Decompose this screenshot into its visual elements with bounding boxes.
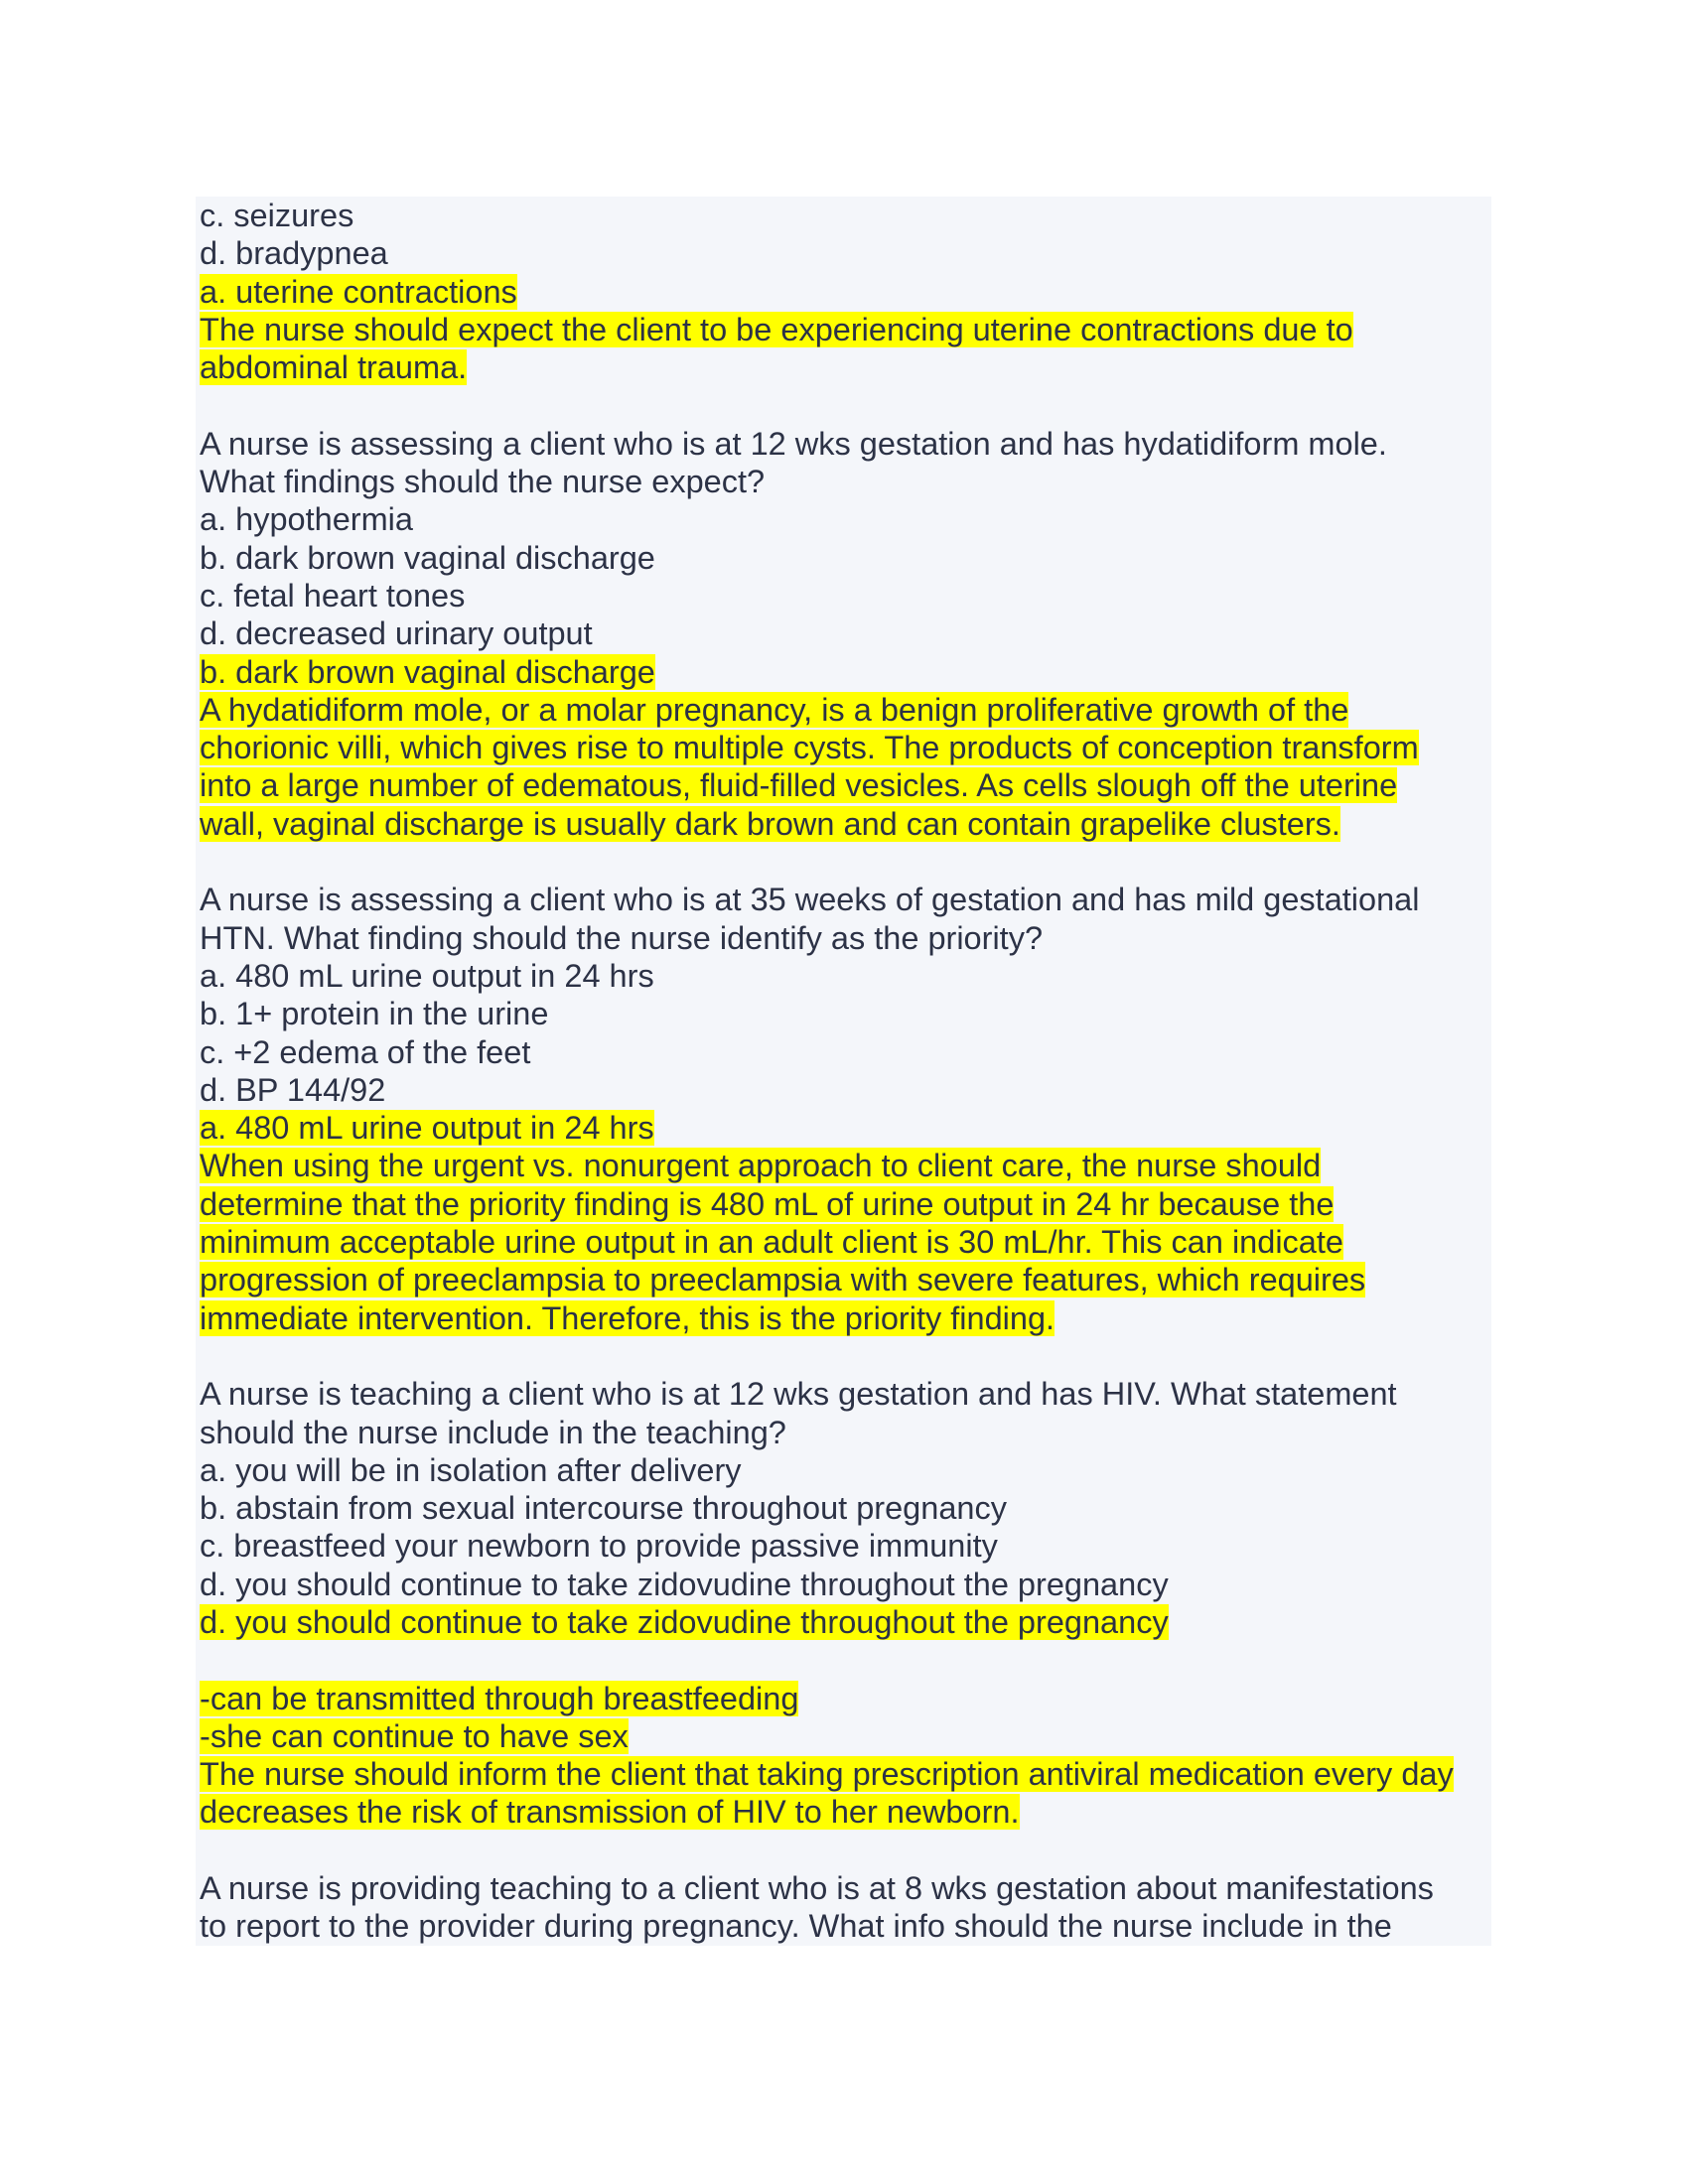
option-line: [200, 1033, 1487, 1071]
question-line: [200, 425, 1487, 463]
highlighted-text: into a large number of edematous, fluid-filled vesicles. As cells slough off the uterine: [200, 767, 1398, 804]
highlighted-text: minimum acceptable urine output in an adult client is 30 mL/hr. This can indicate: [200, 1224, 1343, 1261]
highlighted-text: immediate intervention. Therefore, this is the priority finding.: [200, 1299, 1055, 1336]
blank-line: [200, 1337, 1487, 1375]
option-line: [200, 614, 1487, 652]
question-line: [200, 1414, 1487, 1451]
highlighted-text: determine that the priority finding is 480 mL of urine output in 24 hr because the: [200, 1185, 1335, 1222]
highlighted-text: -she can continue to have sex: [200, 1717, 629, 1754]
line-text: A nurse is providing teaching to a client who is at 8 wks gestation about manifestations: [200, 1870, 1434, 1907]
line-text: d. BP 144/92: [200, 1071, 386, 1108]
option-line: [200, 957, 1487, 995]
text-line: [200, 197, 1487, 234]
line-text: c. fetal heart tones: [200, 577, 466, 614]
blank-line: [200, 386, 1487, 424]
line-text: b. abstain from sexual intercourse throughout pregnancy: [200, 1490, 1007, 1527]
line-text: A nurse is teaching a client who is at 12 wks gestation and has HIV. What statement: [200, 1376, 1397, 1413]
highlighted-text: -can be transmitted through breastfeeding: [200, 1680, 799, 1716]
line-text: to report to the provider during pregnancy. What info should the nurse include in the: [200, 1908, 1392, 1945]
line-text: b. dark brown vaginal discharge: [200, 539, 655, 576]
option-line: [200, 1071, 1487, 1109]
highlighted-text: chorionic villi, which gives rise to multiple cysts. The products of conception transform: [200, 730, 1419, 766]
option-line: [200, 500, 1487, 538]
line-text: What findings should the nurse expect?: [200, 464, 766, 500]
highlighted-rationale-line: [200, 805, 1487, 843]
question-line: [200, 919, 1487, 957]
option-line: [200, 1489, 1487, 1527]
highlighted-text: wall, vaginal discharge is usually dark brown and can contain grapelike clusters.: [200, 805, 1340, 842]
highlighted-rationale-line: [200, 1261, 1487, 1298]
line-text: d. you should continue to take zidovudine throughout the pregnancy: [200, 1566, 1169, 1602]
option-line: [200, 1566, 1487, 1603]
line-text: c. seizures: [200, 198, 354, 233]
highlighted-rationale-line: [200, 348, 1487, 386]
line-text: A nurse is assessing a client who is at 12 wks gestation and has hydatidiform mole.: [200, 425, 1387, 462]
highlighted-rationale-line: [200, 1755, 1487, 1793]
option-line: [200, 1451, 1487, 1489]
highlighted-answer-line: [200, 653, 1487, 691]
highlighted-answer-line: [200, 1603, 1487, 1641]
blank-line: [200, 1641, 1487, 1679]
highlighted-text: d. you should continue to take zidovudine throughout the pregnancy: [200, 1603, 1169, 1640]
option-line: [200, 577, 1487, 614]
line-text: c. breastfeed your newborn to provide passive immunity: [200, 1528, 998, 1565]
question-line: [200, 1869, 1487, 1907]
highlighted-rationale-line: [200, 729, 1487, 766]
option-line: [200, 539, 1487, 577]
text-line: [200, 234, 1487, 272]
line-text: c. +2 edema of the feet: [200, 1033, 531, 1070]
line-text: a. you will be in isolation after delivery: [200, 1451, 742, 1488]
line-text: a. hypothermia: [200, 501, 413, 538]
line-text: HTN. What finding should the nurse identify as the priority?: [200, 919, 1044, 956]
highlighted-rationale-line: [200, 1717, 1487, 1755]
line-text: A nurse is assessing a client who is at 35 weeks of gestation and has mild gestational: [200, 882, 1420, 918]
option-line: [200, 995, 1487, 1032]
highlighted-rationale-line: [200, 1223, 1487, 1261]
line-text: d. decreased urinary output: [200, 615, 593, 652]
highlighted-rationale-line: [200, 1147, 1487, 1184]
highlighted-rationale-line: [200, 1299, 1487, 1337]
highlighted-rationale-line: [200, 311, 1487, 348]
highlighted-text: A hydatidiform mole, or a molar pregnancy, is a benign proliferative growth of the: [200, 691, 1349, 728]
highlighted-answer-line: [200, 1109, 1487, 1147]
highlighted-rationale-line: [200, 691, 1487, 729]
highlighted-text: When using the urgent vs. nonurgent approach to client care, the nurse should: [200, 1148, 1322, 1184]
highlighted-text: decreases the risk of transmission of HIV to her newborn.: [200, 1794, 1020, 1831]
line-text: b. 1+ protein in the urine: [200, 996, 549, 1032]
question-line: [200, 463, 1487, 500]
line-text: d. bradypnea: [200, 235, 388, 272]
highlighted-text: The nurse should inform the client that taking prescription antiviral medication every day: [200, 1756, 1454, 1793]
question-line: [200, 1907, 1487, 1945]
highlighted-text: progression of preeclampsia to preeclampsia with severe features, which requires: [200, 1262, 1366, 1298]
blank-line: [200, 843, 1487, 881]
highlighted-rationale-line: [200, 1793, 1487, 1831]
line-text: should the nurse include in the teaching?: [200, 1414, 786, 1450]
highlighted-text: b. dark brown vaginal discharge: [200, 653, 655, 690]
highlighted-text: a. 480 mL urine output in 24 hrs: [200, 1110, 654, 1147]
highlighted-rationale-line: [200, 1185, 1487, 1223]
highlighted-text: The nurse should expect the client to be experiencing uterine contractions due to: [200, 311, 1353, 347]
highlighted-rationale-line: [200, 1680, 1487, 1717]
highlighted-answer-line: [200, 273, 1487, 311]
highlighted-rationale-line: [200, 766, 1487, 804]
question-line: [200, 1375, 1487, 1413]
document-content: [196, 197, 1491, 1946]
highlighted-text: abdominal trauma.: [200, 349, 468, 386]
line-text: a. 480 mL urine output in 24 hrs: [200, 957, 654, 994]
option-line: [200, 1527, 1487, 1565]
highlighted-text: a. uterine contractions: [200, 273, 517, 310]
question-line: [200, 881, 1487, 918]
blank-line: [200, 1832, 1487, 1869]
